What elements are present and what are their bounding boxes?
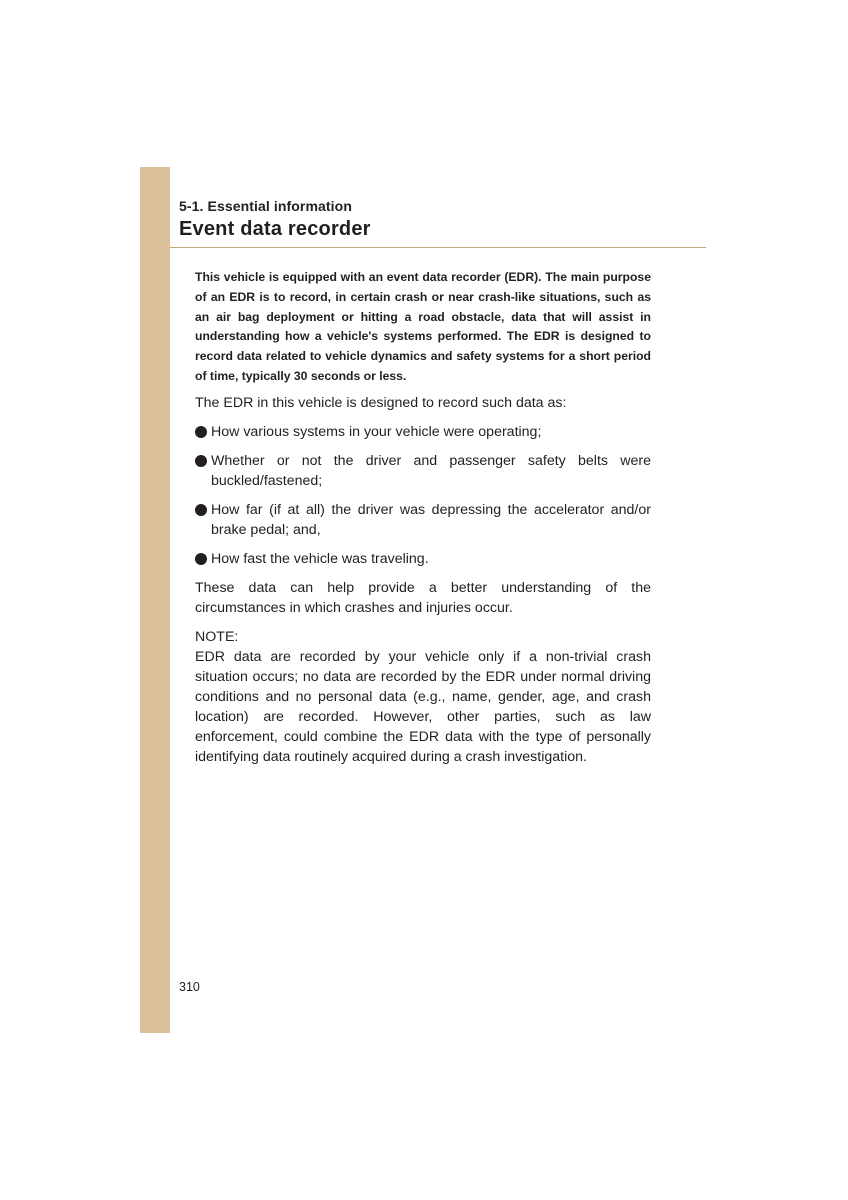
list-item — [195, 500, 651, 540]
section-heading: 5-1. Essential information — [179, 198, 352, 214]
main-content — [195, 268, 651, 767]
summary-paragraph: These data can help provide a better understanding of the circumstances in which crashes and injuries occur. — [195, 579, 651, 616]
list-item-text: How fast the vehicle was traveling. — [211, 550, 429, 567]
list-item-text: How various systems in your vehicle were operating; — [211, 423, 542, 440]
intro-paragraph: This vehicle is equipped with an event data recorder (EDR). The main purpose of an EDR is to record, in certain crash or near crash-like situations, such as an air bag deployment or hitting a road obstacle, data that will assist in understanding how a vehicle's systems performed. The EDR is designed to record data related to vehicle dynamics and safety systems for a short period of time, typically 30 seconds or less. — [195, 270, 651, 383]
list-item — [195, 422, 651, 442]
list-item-text: How far (if at all) the driver was depressing the accelerator and/or brake pedal; and, — [211, 501, 651, 538]
title-divider — [170, 247, 706, 248]
bullet-icon — [195, 553, 207, 565]
note-text: EDR data are recorded by your vehicle only if a non-trivial crash situation occurs; no data are recorded by the EDR under normal driving conditions and no personal data (e.g., name, gender, age, and crash location) are recorded. However, other parties, such as law enforcement, could combine the EDR data with the type of personally identifying data routinely acquired during a crash investigation. — [195, 648, 651, 765]
list-item — [195, 549, 651, 569]
page-number: 310 — [179, 980, 200, 994]
note-label: NOTE: — [195, 628, 239, 645]
page-title: Event data recorder — [179, 218, 371, 240]
bullet-icon — [195, 426, 207, 438]
recorded-data-list — [195, 422, 651, 569]
note-block — [195, 627, 651, 767]
lead-paragraph: The EDR in this vehicle is designed to record such data as: — [195, 394, 567, 411]
list-item-text: Whether or not the driver and passenger safety belts were buckled/fastened; — [211, 452, 651, 489]
bullet-icon — [195, 504, 207, 516]
list-item — [195, 451, 651, 491]
bullet-icon — [195, 455, 207, 467]
side-tab-bar — [140, 167, 170, 1033]
